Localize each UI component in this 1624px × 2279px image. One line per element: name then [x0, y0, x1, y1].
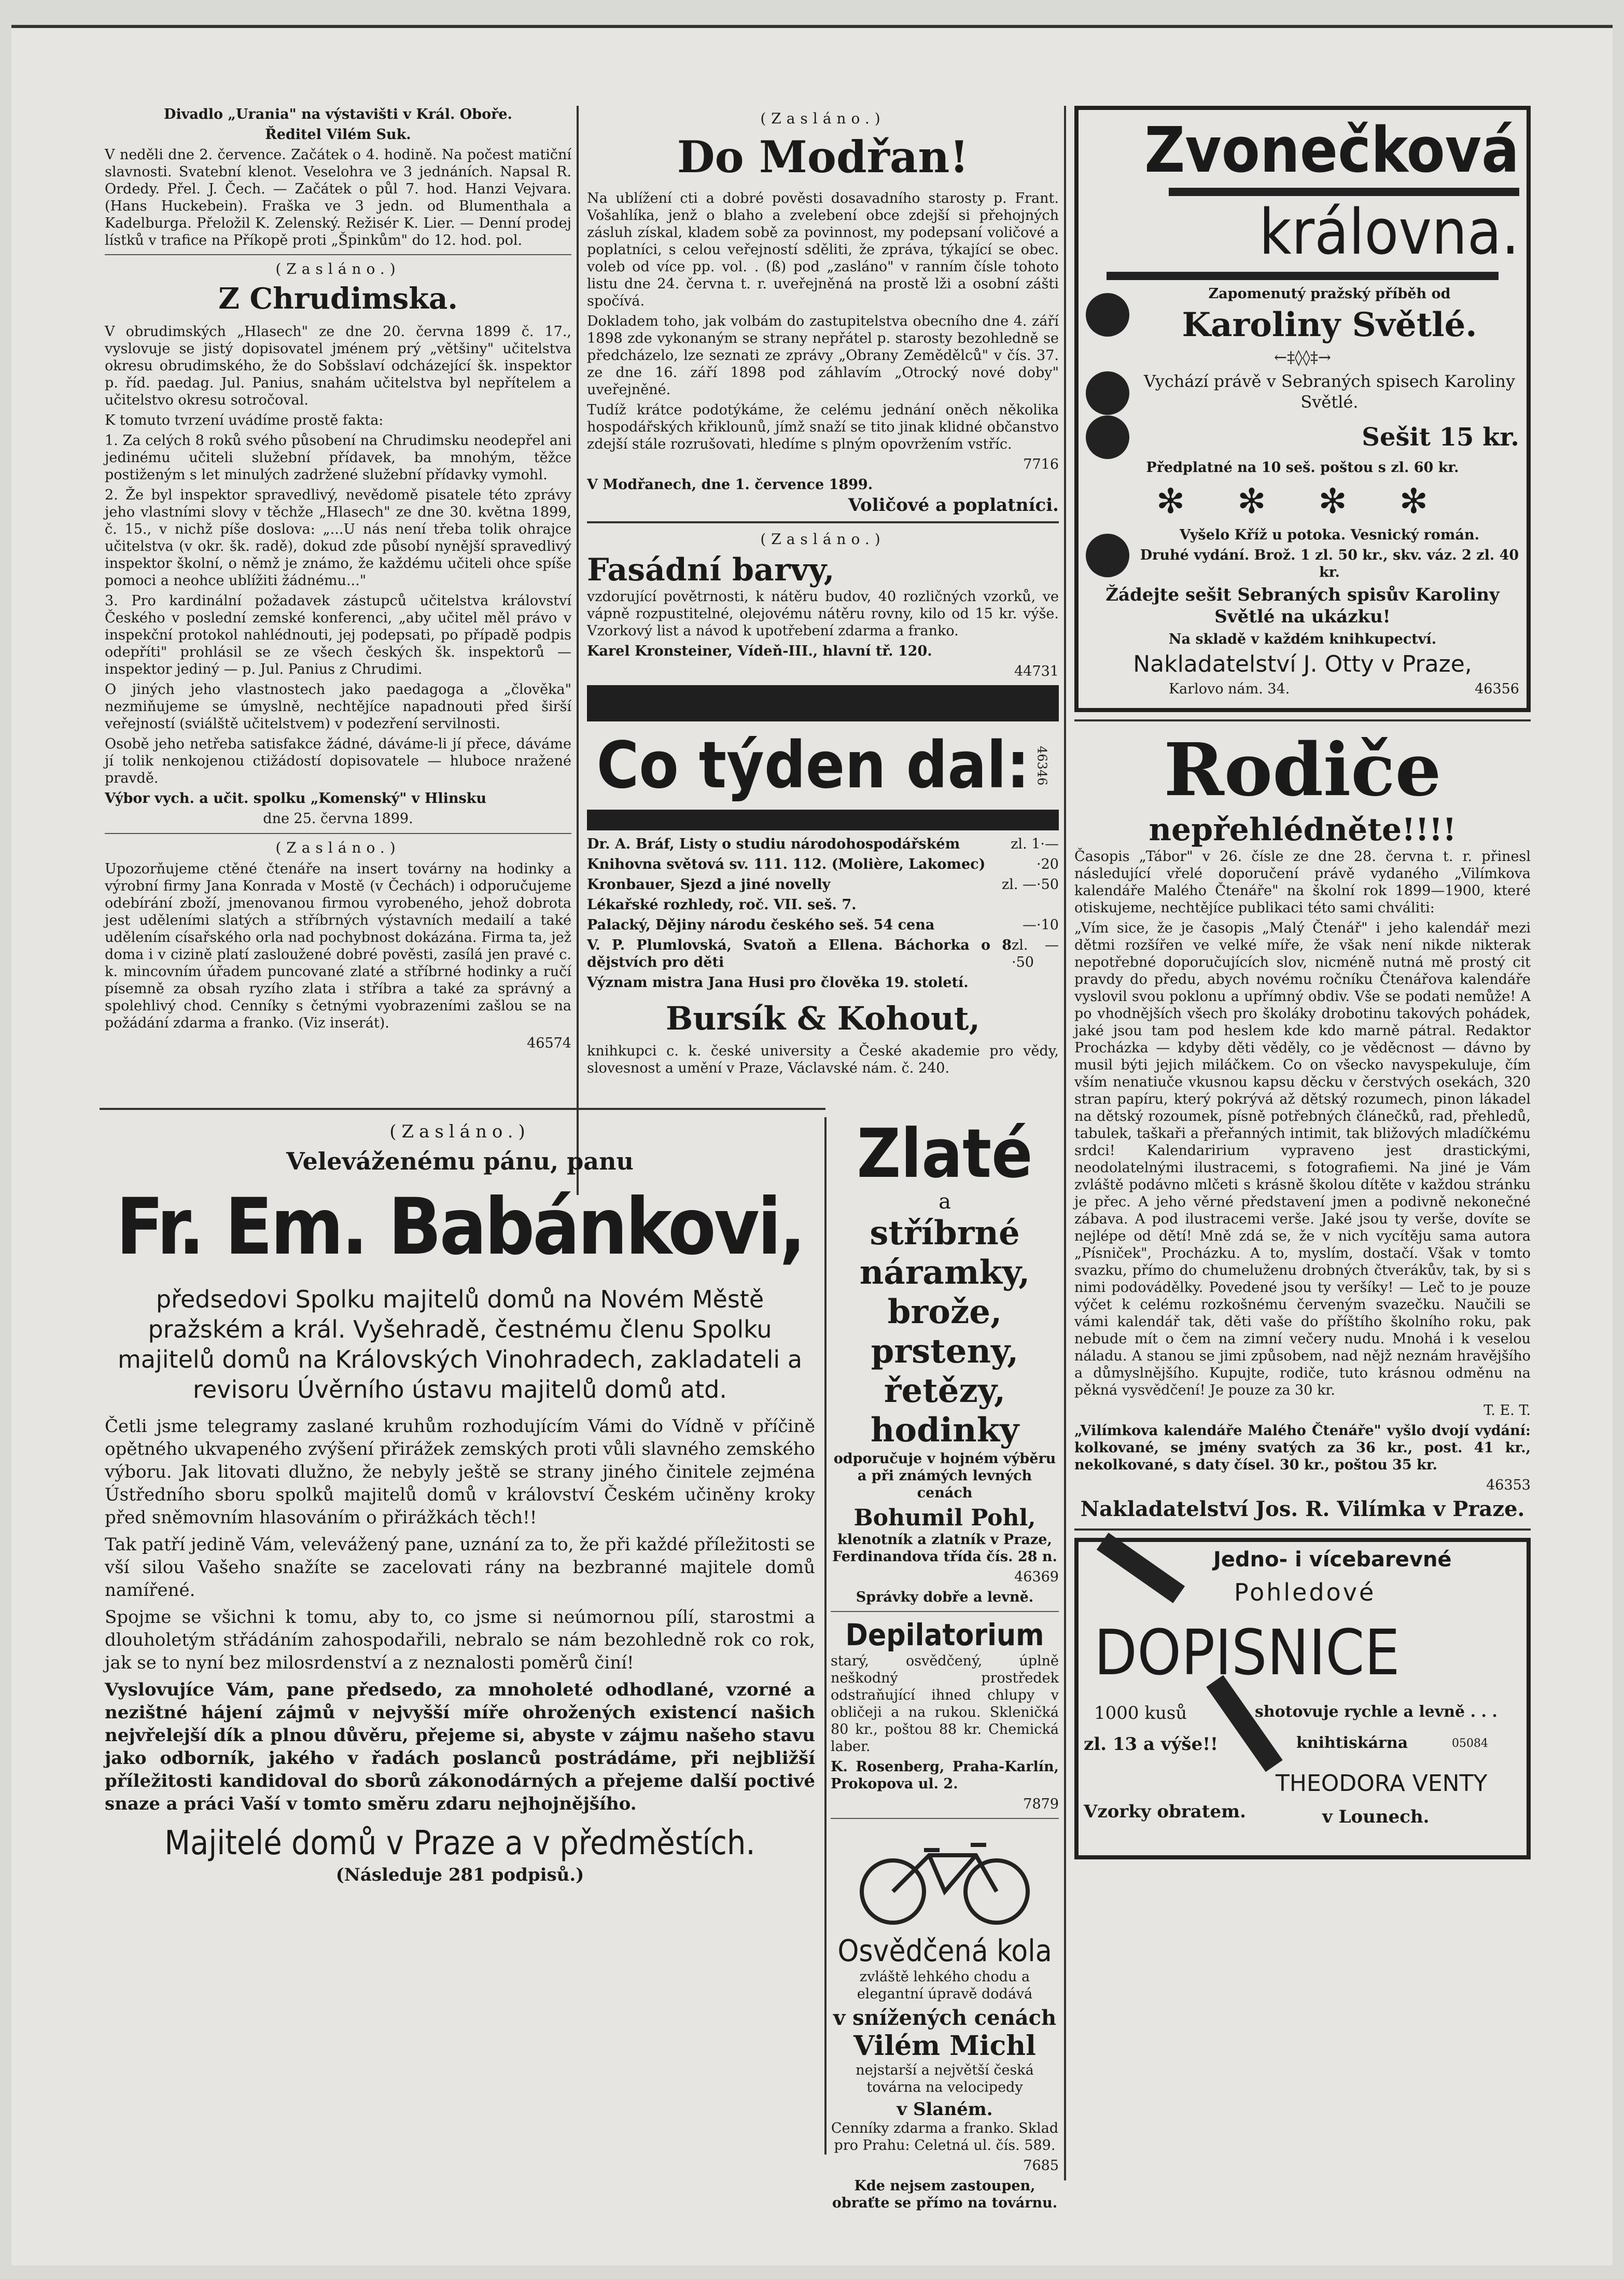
rodice-ad: [1074, 729, 1531, 1521]
book-title: Kronbauer, Sjezd a jiné novelly: [587, 877, 831, 893]
zvoneckova-ad: [1074, 106, 1531, 712]
zv-edition: Druhé vydání. Brož. 1 zl. 50 kr., skv. váz. 2 zl. 40 kr.: [1140, 547, 1519, 580]
dop-qty: 1000 kusů: [1094, 1703, 1187, 1724]
rodice-num: 46353: [1486, 1477, 1531, 1493]
zaslano-label: (Zasláno.): [760, 531, 886, 548]
bike-text3: nejstarší a největší česká továrna na velocipedy: [856, 2062, 1034, 2095]
modrany-num: 7716: [1023, 456, 1059, 473]
book-list-item: [587, 896, 1059, 916]
zv-ornament: ←‡◊◊‡→: [1274, 349, 1331, 367]
ornament-band: [587, 685, 1059, 721]
firm-text: knihkupci c. k. české university a České akademie pro vědy, slovesnost a umění v Praze, Václavské nám. č. 240.: [587, 1043, 1059, 1076]
babanek-name: Fr. Em. Babánkovi,: [116, 1182, 804, 1272]
bike-title: Osvědčená kola: [837, 1933, 1052, 1968]
divider: [105, 254, 571, 255]
jewelry-l1: Zlaté: [857, 1114, 1033, 1193]
jewelry-l7: řetězy,: [884, 1371, 1006, 1410]
zaslano-label: (Zasláno.): [389, 1121, 530, 1142]
babanek-sign: Majitelé domů v Praze a v předměstích.: [164, 1824, 755, 1863]
zv-sub2: Předplatné na 10 seš. poštou s zl. 60 kr.: [1146, 460, 1459, 476]
depilatorium-ad: [831, 1617, 1059, 1813]
bike-text2: v snížených cenách: [833, 2006, 1057, 2030]
theater-notice: [105, 106, 571, 249]
zv-author: Karoliny Světlé.: [1182, 305, 1477, 344]
book-title: V. P. Plumlovská, Svatoň a Ellena. Báchorka o 8 dějstvích pro děti: [587, 937, 1012, 970]
zv-novel: Vyšelo Kříž u potoka. Vesnický román.: [1180, 527, 1479, 543]
chrudim-p6: O jiných jeho vlastnostech jako paedagoga a „člověka" nezmiňujeme se úmyslně, nechtějíce napadnouti před širší veřejností (sviálště učitelstvem) v podezření servilnosti.: [105, 682, 571, 732]
column-rule: [824, 1117, 827, 2155]
chrudim-p5: 3. Pro kardinální požadavek zástupců učitelstva království Českého v poslední zemské konferenci, „aby učitel měl právo v inspekční protokol nahlédnouti, jej podepsati, po případě podpis odepříti" prohlásil se ze všech českých šk. inspektorů — inspektor jediný — p. Jul. Panius z Chrudimi.: [105, 593, 571, 677]
chrudim-article: [105, 260, 571, 828]
babanek-p1: Četli jsme telegramy zaslané kruhům rozhodujícím Vámi do Vídně v příčině opětného ukvapeného zvýšení přirážek zemských proti vůli slavného zemského výboru. Jak litovati dlužno, že nebyly ještě se strany jiného činitele zejména Ústředního sboru spolků majitelů domů v království Českém učiněny kroky před sněmovním hlasováním o přirážkách těch!!: [105, 1416, 815, 1528]
book-list: [587, 836, 1059, 994]
ornament-bar: [1107, 272, 1499, 280]
modrany-date: V Modřanech, dne 1. července 1899.: [587, 477, 873, 493]
dop-name: THEODORA VENTY: [1276, 1770, 1488, 1797]
section-rule: [100, 1108, 825, 1110]
weekly-side-num: 46346: [1034, 745, 1049, 786]
dop-sub: Pohledové: [1234, 1578, 1376, 1606]
divider: [1074, 719, 1531, 721]
column-3: [1074, 106, 1531, 1859]
book-list-item: [587, 974, 1059, 994]
babanek-p4: Vyslovujíce Vám, pane předsedo, za mnoholeté odhodlané, vzorné a nezištné hájení zájmů v nejvyšší míře ohrožených existencí našich nejvřelejší dík a plnou důvěru, přejeme si, abyste v zájmu našeho stavu jako odborník, jakého v řadách poslanců postrádáme, při nejbližší příležitosti kandidoval do sborů zákonodárných a přejeme další poctivé snaze a práci Vaší v tomto směru zdaru nejhojnějšího.: [105, 1679, 815, 1814]
jewelry-repair: Správky dobře a levně.: [856, 1589, 1034, 1605]
book-title: Význam mistra Jana Husi pro člověka 19. století.: [587, 975, 969, 991]
babanek-p2: Tak patří jedině Vám, velevážený pane, uznání za to, že při každé příležitosti se vší silou Vašeho snažíte se zacelovati rány na bezbranné majitele domů namířené.: [105, 1534, 815, 1601]
book-price: zl. 1·—: [1011, 836, 1059, 852]
book-list-item: [587, 856, 1059, 876]
rodice-p3: „Vilímkova kalendáře Malého Čtenáře" vyšlo dvojí vydání: kolkované, se jmény svatých za 36 kr., post. 41 kr., nekolkované, s daty čísel. 30 kr., poštou 35 kr.: [1074, 1423, 1531, 1473]
jewelry-addr: klenotník a zlatník v Praze, Ferdinandova třída čís. 28 n.: [832, 1532, 1057, 1565]
facade-text: vzdorující povětrnosti, k nátěru budov, 40 rozličných vzorků, ve vápně rozpustitelné, olejovému nátěru rovny, kilo od 15 kr. výše. Vzorkový list a návod k upotřebení zdarma a franko.: [587, 589, 1059, 639]
jewelry-l3: stříbrné: [870, 1214, 1020, 1253]
divider: [105, 833, 571, 834]
babanek-p3: Spojme se všichni k tomu, aby to, co jsme si neúmornou pílí, starostmi a dlouholetým střádáním zahospodařili, nebralo se nám bezohledně rok co rok, jak se to nyní bez milosrdenství a z neznalosti poměrů činí!: [105, 1607, 815, 1673]
weekly-books-ad: [587, 727, 1059, 1077]
zv-text1: Vychází právě v Sebraných spisech Karoliny Světlé.: [1143, 371, 1516, 412]
jewelry-num: 46369: [1014, 1569, 1059, 1585]
watch-notice: [105, 839, 571, 1052]
jewelry-l5: brože,: [887, 1293, 1002, 1331]
book-price: —·10: [1023, 917, 1059, 933]
modrany-p3: Tudíž krátce podotýkáme, že celému jednání oněch několika hospodářských křiklounů, jímž snaží se tito jinak klidné občanstvo zdejší stále rozrušovati, hledíme s plným opovržením vstříc.: [587, 402, 1059, 452]
theater-title: Divadlo „Urania" na výstavišti v Král. Oboře.: [164, 106, 512, 122]
zv-price: Sešit 15 kr.: [1362, 423, 1519, 452]
bike-num: 7685: [1023, 2158, 1059, 2174]
zv-ask: Žádejte sešit Sebraných spisův Karoliny Světlé na ukázku!: [1105, 585, 1500, 627]
bullet-icon: [1086, 293, 1129, 337]
column-1: [105, 106, 571, 1055]
zv-stock: Na skladě v každém knihkupectví.: [1168, 631, 1437, 647]
divider: [587, 521, 1059, 523]
chrudim-p3: 1. Za celých 8 roků svého působení na Chrudimsku neodepřel ani jedinému učiteli služební přídavek, ba mnohým, těžce postiženým s let minulých zadržené služební přídavky vymohl.: [105, 433, 571, 483]
weekly-title: Co týden dal:: [596, 728, 1030, 803]
zv-title1: Zvonečková: [1144, 115, 1519, 187]
depil-text: starý, osvědčený, úplně neškodný prostředek odstraňující ihned chlupy v obličeji a na rukou. Skleničká 80 kr., poštou 88 kr. Chemická laber.: [831, 1653, 1059, 1755]
col2b: [831, 1114, 1059, 2215]
babanek-article: [105, 1117, 815, 1887]
book-title: Lékařské rozhledy, roč. VII. seš. 7.: [587, 897, 857, 913]
modrany-p2: Dokladem toho, jak volbám do zastupitelstva obecního dne 4. září 1898 zde vykonaným se strany nepřátel p. starosty bezohledně se předcházelo, lze seznati ze zprávy „Obrany Zemědělců" v čís. 37. ze dne 16. září 1898 pod záhlavím „Otrocký nové doby" uveřejněné.: [587, 313, 1059, 398]
book-list-item: [587, 916, 1059, 937]
facade-num: 44731: [1014, 663, 1059, 679]
bullet-icon: [1086, 415, 1129, 459]
zv-addr: Karlovo nám. 34.: [1169, 681, 1290, 697]
bike-name: Vilém Michl: [853, 2030, 1036, 2062]
book-title: Palacký, Dějiny národu českého seš. 54 cena: [587, 917, 935, 933]
book-title: Dr. A. Bráf, Listy o studiu národohospodářském: [587, 836, 960, 852]
watch-notice-text: Upozorňujeme ctěné čtenáře na insert továrny na hodinky a výrobní firmy Jana Konrada v Mostě (v Čechách) i odporučujeme odebírání zboží, jmenovanou firmou vyrobeného, jehož dobrota jest uděleními slatých a stříbrných výstavních medailí a také udělením císařského orla nad pochybnost dokázána. Firma ta, jež doma i v cizině platí zasloužené dobré pověsti, zasílá jen pravé c. k. mincovním úřadem puncované zlaté a stříbrné hodinky a ručí písemně za obsah ryzího zlata i stříbra a také za správný a spolehlivý chod. Cenníky s četnými vyobrazeními zašlou se na požádání zdarma a franko. (Viz inserát).: [105, 861, 571, 1031]
modrany-p1: Na ublížení cti a dobré pověsti dosavadního starosty p. Frant. Vošahlíka, jenž o blaho a zvelebení obce zdejší si přehojných zásluh získal, kladem sobě za povinnost, my podepsaní voličové a poplatníci, s celou veřejností sděliti, že zpráva, týkající se obec. voleb od více pp. vol. . (ß) pod „zasláno" v ranním čísle tohoto listu dne 24. června t. r. uveřejněná na prostě lži a osobní zášti spočívá.: [587, 190, 1059, 309]
book-price: zl. —·50: [1012, 937, 1059, 970]
rodice-publisher: Nakladatelství Jos. R. Vilímka v Praze.: [1080, 1497, 1525, 1521]
rodice-sign: T. E. T.: [1483, 1402, 1531, 1419]
ornament-band: [587, 810, 1059, 830]
chrudim-title: Z Chrudimska.: [218, 282, 458, 316]
jewelry-l8: hodinky: [870, 1411, 1019, 1450]
ornament-stroke: [1097, 1533, 1185, 1603]
newspaper-page: [11, 25, 1613, 2266]
chrudim-sign: Výbor vych. a učit. spolku „Komenský" v Hlinsku: [105, 790, 487, 807]
book-list-item: [587, 937, 1059, 974]
divider: [1074, 1528, 1531, 1531]
facade-company: Karel Kronsteiner, Vídeň-III., hlavní tř. 120.: [587, 643, 932, 659]
zv-stars: ✻ ✻ ✻ ✻: [1156, 481, 1449, 521]
facade-title: Fasádní barvy,: [587, 552, 835, 588]
dopisnice-ad: [1074, 1538, 1531, 1859]
ornament-stroke: [1206, 1675, 1282, 1772]
theater-text: V neděli dne 2. července. Začátek o 4. hodině. Na počest matiční slavnosti. Svatební klenot. Veselohra ve 3 jednáních. Napsal R. Ordedy. Přel. J. Čech. — Začátek o půl 7. hod. Hanzi Vejvara. (Hans Huckebein). Fraška ve 3 jedn. od Blumenthala a Kadelburga. Přeložil K. Zelenský. Režisér K. Lier. — Denní prodej lístků v trafice na Příkopě proti „Špinkům" do 12. hod. pol.: [105, 147, 571, 248]
dop-city: v Lounech.: [1322, 1806, 1430, 1827]
dop-samples: Vzorky obratem.: [1084, 1801, 1246, 1822]
bike-city: v Slaném.: [897, 2099, 993, 2120]
book-list-item: [587, 836, 1059, 856]
zv-num: 46356: [1475, 681, 1519, 697]
theater-director: Ředitel Vilém Suk.: [265, 127, 411, 143]
dop-price: zl. 13 a výše!!: [1084, 1734, 1219, 1755]
book-price: ·20: [1037, 856, 1059, 872]
facade-ad: [587, 531, 1059, 680]
book-list-item: [587, 876, 1059, 896]
dop-title: DOPISNICE: [1094, 1617, 1400, 1689]
rodice-title: Rodiče: [1164, 728, 1441, 813]
column-2: [587, 106, 1059, 1080]
depil-num: 7879: [1023, 1796, 1059, 1812]
zv-title2: královna.: [1259, 197, 1519, 269]
babanek-salutation: Veleváženému pánu, panu: [286, 1147, 634, 1175]
ornament-bar: [1169, 188, 1519, 196]
jewelry-text: odporučuje v hojném výběru a při známých levných cenách: [833, 1451, 1056, 1501]
chrudim-date: dne 25. června 1899.: [263, 811, 413, 827]
jewelry-ad: [831, 1114, 1059, 1606]
bike-text4: Cenníky zdarma a franko. Sklad pro Prahu: Celetná ul. čís. 589.: [831, 2120, 1059, 2153]
chrudim-p2: K tomuto tvrzení uvádíme prostě fakta:: [105, 412, 384, 428]
modrany-article: [587, 110, 1059, 514]
rodice-p1: Časopis „Tábor" v 26. čísle ze dne 28. června t. r. přinesl následující vřelé doporučení právě vydaného „Vilímkova kalendáře Malého Čtenáře" na školní rok 1899—1900, které otiskujeme, nechtějíce publikaci této sami chváliti:: [1074, 849, 1531, 916]
jewelry-l6: prsteny,: [871, 1332, 1019, 1371]
dop-pnum: 05084: [1452, 1737, 1488, 1750]
rodice-sub: nepřehlédněte!!!!: [1149, 812, 1457, 848]
zv-publisher: Nakladatelství J. Otty v Praze,: [1133, 651, 1472, 677]
chrudim-p1: V obrudimských „Hlasech" ze dne 20. června 1899 č. 17., vyslovuje se jistý dopisovatel jménem prý „většiny" učitelstva okresu obrudimského, že do Sobšslaví odcházející šk. inspektor p. říd. paedag. Jul. Panius, snahám učitelstva byl nepřítelem a učitelstvo okresu sotročoval.: [105, 324, 571, 408]
dop-txt: shotovuje rychle a levně . . .: [1255, 1703, 1497, 1721]
bullet-icon: [1086, 371, 1129, 415]
book-title: Knihovna světová sv. 111. 112. (Molière, Lakomec): [587, 856, 986, 872]
jewelry-name: Bohumil Pohl,: [853, 1505, 1036, 1531]
divider: [831, 1818, 1059, 1819]
firm-name: Bursík & Kohout,: [665, 999, 981, 1037]
bike-text1: zvláště lehkého chodu a elegantní úpravě dodává: [857, 1969, 1033, 2002]
dop-press: knihtiskárna: [1296, 1734, 1408, 1752]
modrany-sign: Voličové a poplatníci.: [848, 495, 1059, 516]
babanek-follow: (Následuje 281 podpisů.): [335, 1865, 584, 1885]
bike-text5: Kde nejsem zastoupen, obraťte se přímo na továrnu.: [832, 2178, 1058, 2211]
bullet-icon: [1086, 534, 1129, 577]
zv-sub: Zapomenutý pražský příběh od: [1208, 286, 1451, 302]
column-rule: [1064, 106, 1066, 2180]
divider: [831, 1611, 1059, 1612]
bicycle-ad: [831, 1824, 1059, 2212]
zaslano-label: (Zasláno.): [275, 839, 401, 856]
jewelry-l4: náramky,: [859, 1253, 1030, 1292]
zaslano-label: (Zasláno.): [760, 110, 886, 127]
depil-title: Depilatorium: [845, 1617, 1044, 1652]
depil-company: K. Rosenberg, Praha-Karlín, Prokopova ul. 2.: [831, 1759, 1059, 1792]
watch-notice-num: 46574: [527, 1035, 571, 1051]
modrany-title: Do Modřan!: [677, 131, 969, 183]
chrudim-p4: 2. Že byl inspektor spravedlivý, nevědomě pisatele této zprávy jeho vlastními slovy v těchže „Hlasech" ze dne 30. května 1899, č. 15., v nichž píše doslova: „...U nás není třeba tolik ohrajce učitelstva (v okr. šk. radě), dokud zde působí nynější spravedlivý inspektor školní, o němž je známo, že každému učiteli ohce spíše pomoci a neohce ublížiti žádnému...": [105, 487, 571, 589]
chrudim-p7: Osobě jeho netřeba satisfakce žádné, dáváme-li jí přece, dáváme jí tolik nenkojenou ctižádostí dopisovatele — hluboce nražené pravdě.: [105, 736, 571, 786]
jewelry-l2: a: [939, 1190, 951, 1214]
bicycle-icon: [851, 1824, 1038, 1928]
column-rule: [577, 106, 579, 1195]
babanek-titles: předsedovi Spolku majitelů domů na Novém Městě pražském a král. Vyšehradě, čestnému členu Spolku majitelů domů na Královských Vinohradech, zakladateli a revisoru Úvěrního ústavu majitelů domů atd.: [117, 1285, 803, 1403]
dop-top: Jedno- i vícebarevné: [1213, 1548, 1452, 1572]
book-price: zl. —·50: [1002, 877, 1059, 893]
zaslano-label: (Zasláno.): [275, 260, 401, 277]
rodice-p2: „Vím sice, že je časopis „Malý Čtenář" i jeho kalendář mezi dětmi rozšířen ve velké míře, že však není nikde nikterak nepotřebné doporučujících slov, nicméně nutná mě prostý cit pravdy do předu, abych novému ročníku Čtenářova kalendáře vyslovil svou poklonu a upřímný obdiv. Vše se podati nemůže! A po vhodnějších všech pro školáky drobotinu takových pohádek, jaké jsou tam pod heslem kde kdo marně pátral. Redaktor Procházka — kdyby děti věděly, co je věděcnost — dávno by musil býti jejich miláčkem. Co on všecko navyspekuluje, čím vším nenatiuče vkusnou kapsu děcku v čerstvých osekách, 320 stran papíru, který pokrývá až dětský rozumech, pinon lákadel na dětský rozoumek, písně potřebných článečků, rad, přehledů, tabulek, taškaři a přeřanných intimit, tak bližových mladíčkému srdci! Kalendaririum vypraveno jest drastickými, neodolatelnými ilustracemi, s fotografiemi. Na jiné je Vám zvláště podávno mlčeti s krásně školou dítěte v každou stránku je přec. A jeho věrné představení jmen a podivně nekonečné zábava. A pod ilustracemi verše. Jaké jsou ty verše, dovíte se nejlépe od dětí! Mně zdá se, že v nich vycítěju sama autora „Písniček", Procházku. A to, myslím, dostačí. Však v tomto svazku, přímo do chumeluženu drobných čtverákův, tak, by si s nimi podovádělky. Povedené jsou ty veršíky! — Leč to je pouze výčet k celému rozkošnému červeným svazečku. Naučili se vámi kalendář tak, děti vaše do příštího školního roku, pak nebude mít o čem na zimní večery nudu. Mnohá i k veselou náladu. A stanou se jimi způsobem, nad nějž neznám hravějšího a důmyslnějšího. Kupujte, rodiče, tuto krásnou odměnu na pěkná vysvědčení! Je pouze za 30 kr.: [1074, 920, 1531, 1398]
